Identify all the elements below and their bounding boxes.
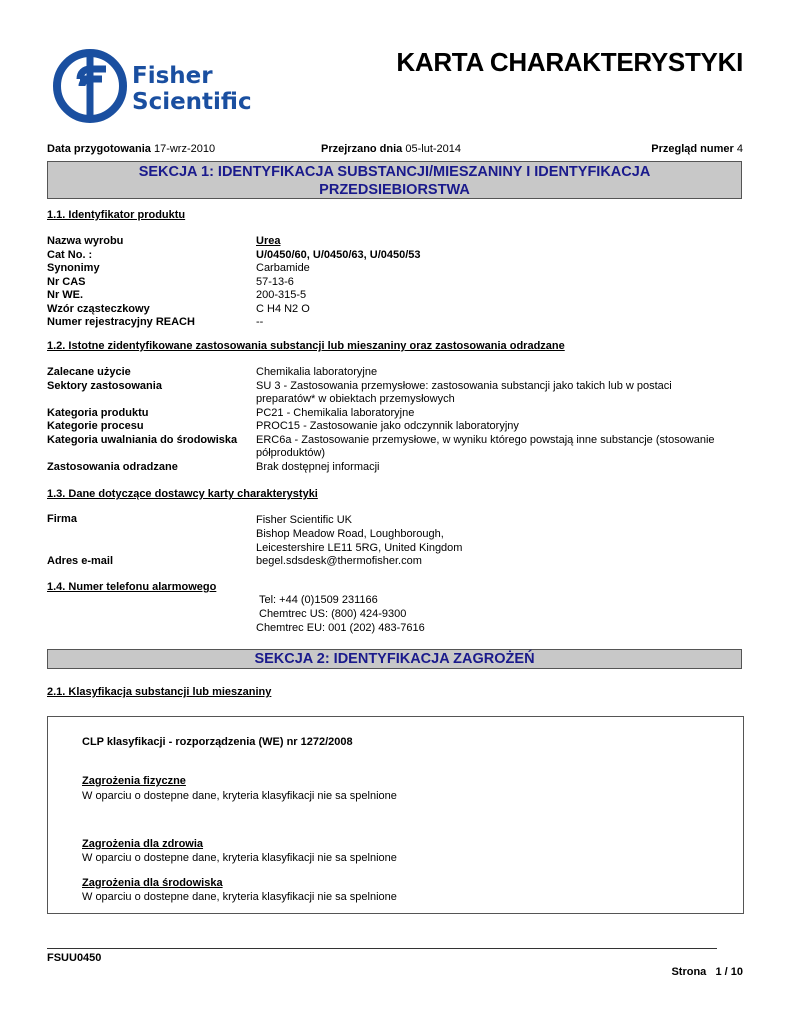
phone-line: Tel: +44 (0)1509 231166 xyxy=(259,594,378,606)
subsection-1-4: 1.4. Numer telefonu alarmowego xyxy=(47,581,217,593)
section1-title-line1: SEKCJA 1: IDENTYFIKACJA SUBSTANCJI/MIESZANINY I IDENTYFIKACJA xyxy=(138,164,651,180)
row-value: PROC15 - Zastosowanie jako odczynnik laboratoryjny xyxy=(256,420,519,432)
row-value: C H4 N2 O xyxy=(256,302,310,315)
physical-hazards-label: Zagrożenia fizyczne xyxy=(82,775,186,787)
row-key: Nr WE. xyxy=(47,289,84,301)
firm-line: Fisher Scientific UK xyxy=(256,514,352,526)
email-value: begel.sdsdesk@thermofisher.com xyxy=(256,555,422,567)
logo-line1: Fisher xyxy=(132,63,213,89)
fisher-logo-icon xyxy=(50,45,255,127)
row-value: U/0450/60, U/0450/63, U/0450/53 xyxy=(256,248,421,261)
row-value: SU 3 - Zastosowania przemysłowe: zastosowania substancji jako takich lub w postaci preparatów* w obiektach przemysłowych xyxy=(256,379,672,405)
page-number: 1 / 10 xyxy=(715,966,743,978)
subsection-1-3: 1.3. Dane dotyczące dostawcy karty charakterystyki xyxy=(47,488,318,500)
fisher-scientific-logo xyxy=(50,45,255,127)
section2-banner xyxy=(47,649,742,669)
reviewed-value: 05-lut-2014 xyxy=(405,143,462,155)
row-key: Synonimy xyxy=(47,262,100,274)
phone-line: Chemtrec US: (800) 424-9300 xyxy=(259,608,407,620)
environment-hazards-text: W oparciu o dostepne dane, kryteria klasyfikacji nie sa spelnione xyxy=(82,891,397,903)
subsection-1-1: 1.1. Identyfikator produktu xyxy=(47,209,186,221)
physical-hazards-text: W oparciu o dostepne dane, kryteria klasyfikacji nie sa spelnione xyxy=(82,790,397,802)
row-value: Brak dostępnej informacji xyxy=(256,460,380,473)
row-value: 200-315-5 xyxy=(256,289,307,301)
row-value: 57-13-6 xyxy=(256,275,294,288)
document-title: KARTA CHARAKTERYSTYKI xyxy=(396,47,743,77)
firm-label: Firma xyxy=(47,513,77,525)
firm-line: Leicestershire LE11 5RG, United Kingdom xyxy=(256,542,463,554)
prep-label: Data przygotowania xyxy=(47,143,151,155)
subsection-2-1: 2.1. Klasyfikacja substancji lub mieszaniny xyxy=(47,686,272,698)
row-value: -- xyxy=(256,316,264,328)
clp-heading: CLP klasyfikacji - rozporządzenia (WE) nr 1272/2008 xyxy=(82,736,353,748)
row-key: Wzór cząsteczkowy xyxy=(47,302,150,315)
page-indicator xyxy=(671,966,743,978)
reviewed-date xyxy=(321,143,461,155)
row-value: Carbamide xyxy=(256,262,310,274)
email-label: Adres e-mail xyxy=(47,555,114,567)
phone-line: Chemtrec EU: 001 (202) 483-7616 xyxy=(256,622,425,634)
page-label: Strona xyxy=(671,966,707,978)
health-hazards-text: W oparciu o dostepne dane, kryteria klasyfikacji nie sa spelnione xyxy=(82,852,397,864)
subsection-1-2: 1.2. Istotne zidentyfikowane zastosowania substancji lub mieszaniny oraz zastosowania odradzane xyxy=(47,340,565,352)
row-key: Numer rejestracyjny REACH xyxy=(47,316,195,328)
revision-value: 4 xyxy=(736,143,743,155)
footer-divider xyxy=(47,948,717,949)
firm-address xyxy=(256,513,746,555)
revision-label: Przegląd numer xyxy=(651,143,734,155)
document-code: FSUU0450 xyxy=(47,952,102,964)
row-key: Cat No. : xyxy=(47,248,93,261)
section2-title: SEKCJA 2: IDENTYFIKACJA ZAGROŻEŃ xyxy=(254,651,535,667)
environment-hazards-label: Zagrożenia dla środowiska xyxy=(82,877,223,889)
row-key: Zalecane użycie xyxy=(47,366,131,378)
row-key: Zastosowania odradzane xyxy=(47,460,178,473)
revision-number xyxy=(651,143,743,155)
section1-banner xyxy=(47,161,742,199)
firm-line: Bishop Meadow Road, Loughborough, xyxy=(256,528,444,540)
row-key: Kategoria produktu xyxy=(47,406,149,419)
section1-title-line2: PRZEDSIEBIORSTWA xyxy=(319,182,470,198)
row-key: Nr CAS xyxy=(47,275,86,288)
row-value: PC21 - Chemikalia laboratoryjne xyxy=(256,406,415,419)
logo-line2: Scientific xyxy=(132,89,252,115)
row-value: Urea xyxy=(256,235,281,247)
prep-value: 17-wrz-2010 xyxy=(153,143,216,155)
row-value: ERC6a - Zastosowanie przemysłowe, w wyniku którego powstają inne substancje (stosowanie półproduktów) xyxy=(256,433,715,459)
row-key: Sektory zastosowania xyxy=(47,379,162,392)
row-key: Nazwa wyrobu xyxy=(47,235,124,247)
prep-date xyxy=(47,143,215,155)
row-key: Kategorie procesu xyxy=(47,420,144,432)
reviewed-label: Przejrzano dnia xyxy=(321,143,403,155)
row-value: Chemikalia laboratoryjne xyxy=(256,366,378,378)
health-hazards-label: Zagrożenia dla zdrowia xyxy=(82,838,204,850)
row-key: Kategoria uwalniania do środowiska xyxy=(47,433,238,446)
emergency-phones xyxy=(256,593,425,635)
